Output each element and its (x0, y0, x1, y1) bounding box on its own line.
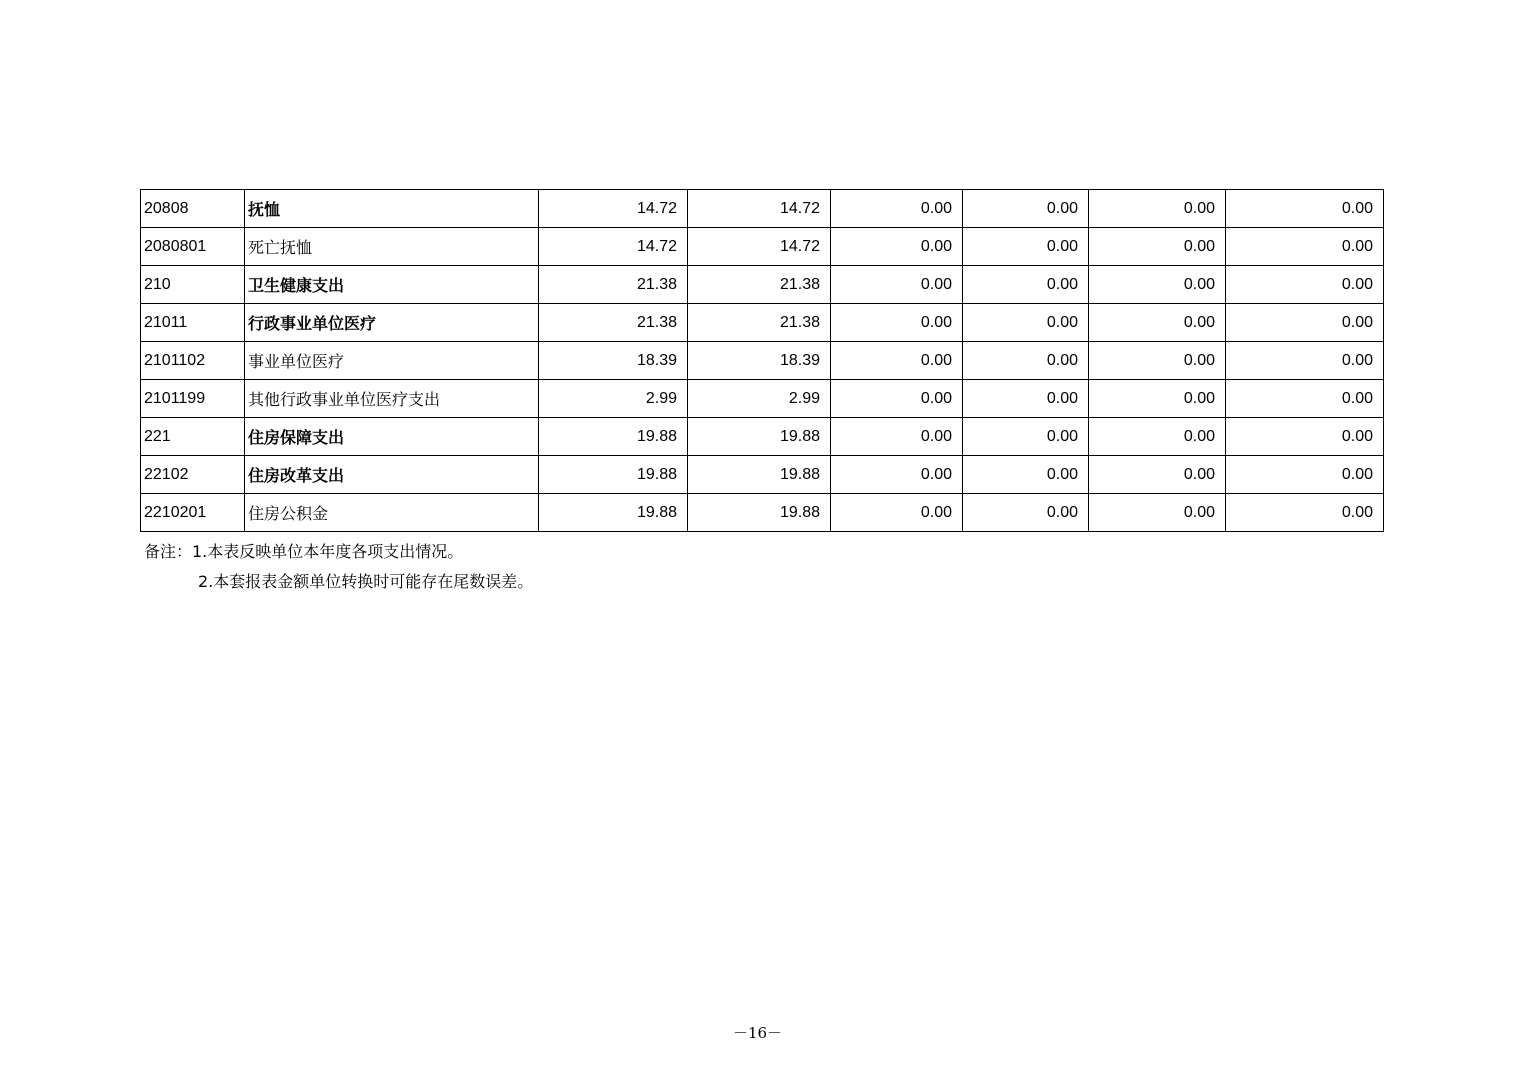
note-line-2: 2.本套报表金额单位转换时可能存在尾数误差。 (198, 572, 534, 591)
row-value-2: 21.38 (688, 266, 831, 304)
row-name: 事业单位医疗 (245, 342, 539, 380)
row-value-2: 21.38 (688, 304, 831, 342)
row-name: 卫生健康支出 (245, 266, 539, 304)
notes (144, 537, 533, 597)
row-value-4: 0.00 (963, 266, 1089, 304)
row-value-3: 0.00 (831, 380, 963, 418)
row-value-3: 0.00 (831, 456, 963, 494)
row-name: 抚恤 (245, 190, 539, 228)
row-value-2: 19.88 (688, 494, 831, 532)
row-value-5: 0.00 (1089, 456, 1226, 494)
row-value-4: 0.00 (963, 380, 1089, 418)
row-code: 20808 (141, 190, 245, 228)
row-name: 行政事业单位医疗 (245, 304, 539, 342)
row-value-6: 0.00 (1226, 418, 1384, 456)
row-value-1: 14.72 (539, 228, 688, 266)
row-value-1: 19.88 (539, 456, 688, 494)
row-code: 21011 (141, 304, 245, 342)
row-value-2: 2.99 (688, 380, 831, 418)
table-row (141, 494, 1384, 532)
row-value-4: 0.00 (963, 342, 1089, 380)
table-body (141, 190, 1384, 532)
row-value-5: 0.00 (1089, 494, 1226, 532)
row-code: 2210201 (141, 494, 245, 532)
row-code: 2101102 (141, 342, 245, 380)
row-name: 住房改革支出 (245, 456, 539, 494)
note-line-1: 备注：1.本表反映单位本年度各项支出情况。 (144, 542, 464, 561)
row-value-3: 0.00 (831, 228, 963, 266)
expenditure-table (140, 189, 1384, 532)
row-value-2: 14.72 (688, 228, 831, 266)
row-value-3: 0.00 (831, 494, 963, 532)
row-code: 210 (141, 266, 245, 304)
table-row (141, 228, 1384, 266)
row-code: 2080801 (141, 228, 245, 266)
row-value-1: 19.88 (539, 494, 688, 532)
table-row (141, 342, 1384, 380)
row-value-4: 0.00 (963, 494, 1089, 532)
row-value-6: 0.00 (1226, 304, 1384, 342)
row-value-5: 0.00 (1089, 266, 1226, 304)
row-value-2: 19.88 (688, 456, 831, 494)
row-value-5: 0.00 (1089, 228, 1226, 266)
row-name: 其他行政事业单位医疗支出 (245, 380, 539, 418)
table-row (141, 456, 1384, 494)
row-value-5: 0.00 (1089, 380, 1226, 418)
row-value-4: 0.00 (963, 456, 1089, 494)
row-value-1: 21.38 (539, 304, 688, 342)
row-value-2: 19.88 (688, 418, 831, 456)
row-code: 221 (141, 418, 245, 456)
row-value-2: 18.39 (688, 342, 831, 380)
row-value-5: 0.00 (1089, 304, 1226, 342)
row-value-1: 18.39 (539, 342, 688, 380)
table-row (141, 380, 1384, 418)
row-value-4: 0.00 (963, 304, 1089, 342)
table-row (141, 266, 1384, 304)
row-name: 住房公积金 (245, 494, 539, 532)
row-value-5: 0.00 (1089, 190, 1226, 228)
row-value-1: 14.72 (539, 190, 688, 228)
row-code: 2101199 (141, 380, 245, 418)
row-value-1: 21.38 (539, 266, 688, 304)
row-value-5: 0.00 (1089, 342, 1226, 380)
row-value-3: 0.00 (831, 266, 963, 304)
table-row (141, 304, 1384, 342)
row-value-1: 2.99 (539, 380, 688, 418)
row-value-2: 14.72 (688, 190, 831, 228)
row-value-6: 0.00 (1226, 266, 1384, 304)
row-name: 死亡抚恤 (245, 228, 539, 266)
row-value-6: 0.00 (1226, 380, 1384, 418)
table-row (141, 418, 1384, 456)
table-row (141, 190, 1384, 228)
row-value-6: 0.00 (1226, 342, 1384, 380)
row-value-4: 0.00 (963, 228, 1089, 266)
row-value-6: 0.00 (1226, 190, 1384, 228)
row-value-5: 0.00 (1089, 418, 1226, 456)
row-value-6: 0.00 (1226, 494, 1384, 532)
row-value-4: 0.00 (963, 418, 1089, 456)
page-number: －16－ (732, 1024, 783, 1042)
row-value-3: 0.00 (831, 190, 963, 228)
expenditure-table-container (140, 189, 1384, 532)
row-value-3: 0.00 (831, 304, 963, 342)
row-name: 住房保障支出 (245, 418, 539, 456)
row-value-1: 19.88 (539, 418, 688, 456)
row-value-3: 0.00 (831, 342, 963, 380)
row-code: 22102 (141, 456, 245, 494)
row-value-6: 0.00 (1226, 456, 1384, 494)
row-value-6: 0.00 (1226, 228, 1384, 266)
row-value-3: 0.00 (831, 418, 963, 456)
row-value-4: 0.00 (963, 190, 1089, 228)
